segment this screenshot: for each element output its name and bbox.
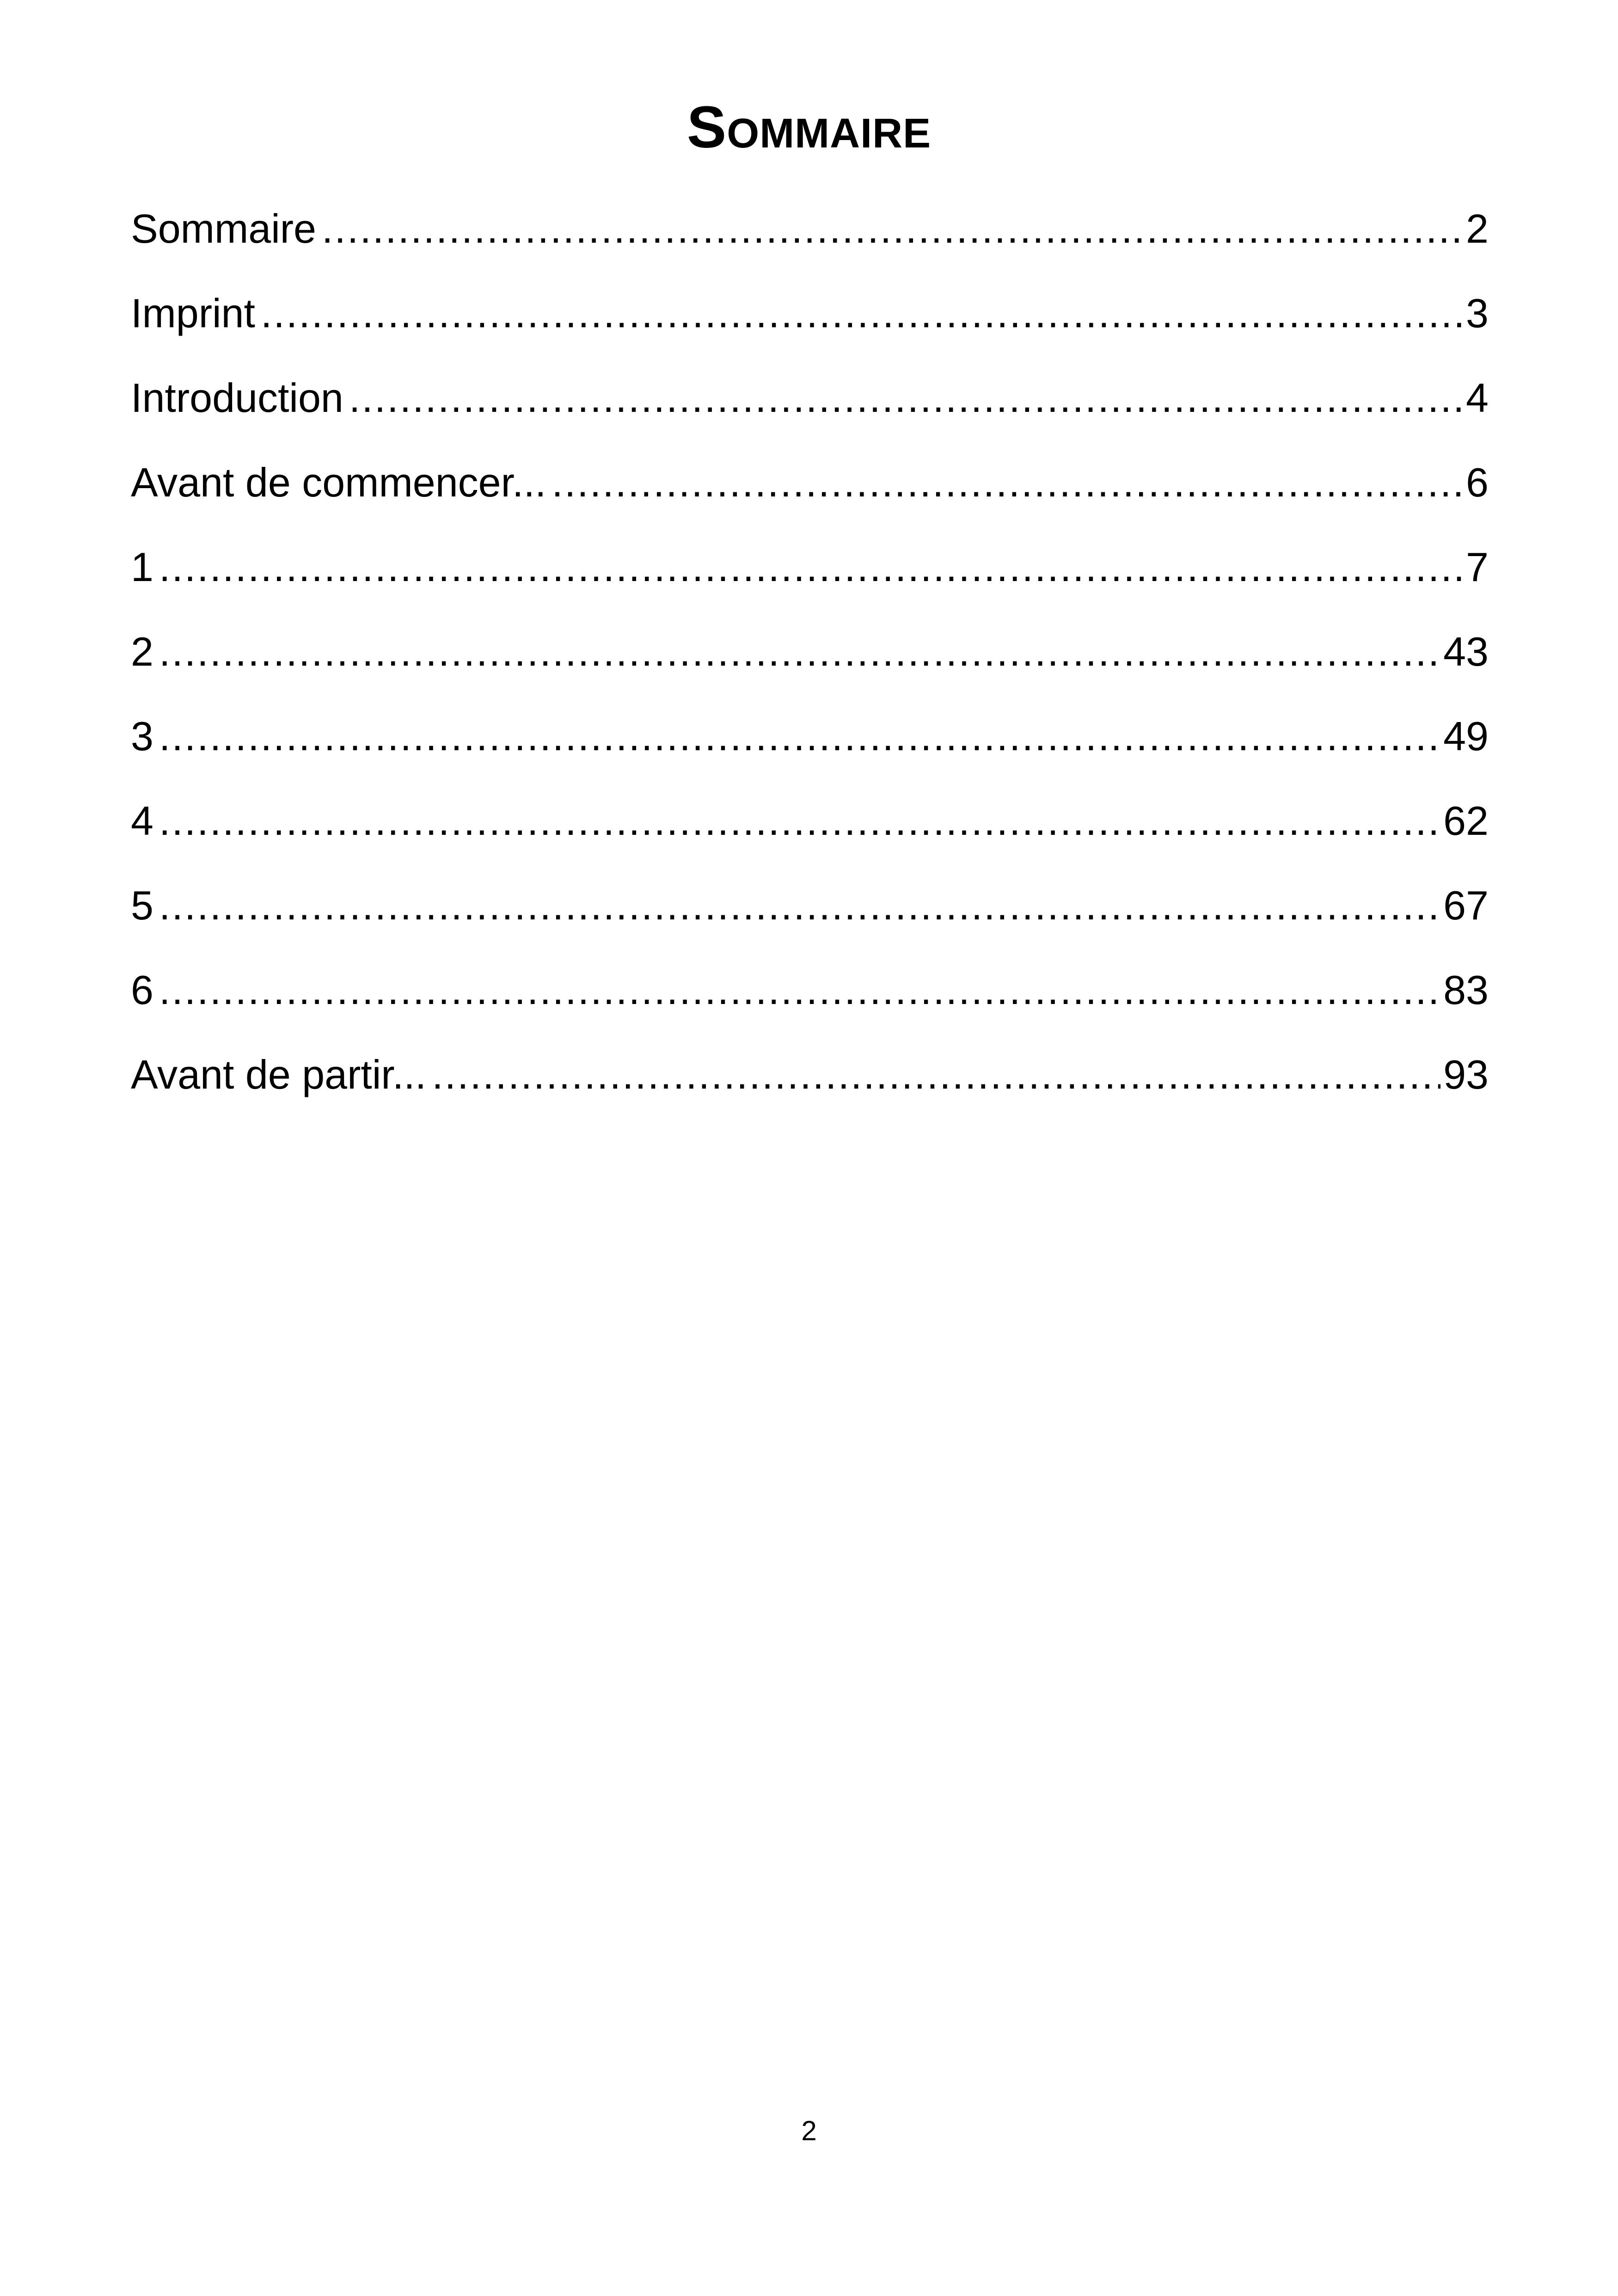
toc-entry-avant-de-commencer[interactable]	[131, 455, 1489, 539]
toc-entry-chapter-5[interactable]	[131, 878, 1489, 962]
toc-entry-label: 1	[131, 544, 153, 590]
toc-dot-leader	[552, 455, 1463, 510]
toc-entry-label: 6	[131, 967, 153, 1013]
toc-entry-label: 4	[131, 798, 153, 844]
toc-entry-page: 62	[1443, 798, 1489, 844]
toc-entry-page: 4	[1466, 375, 1489, 421]
toc-dot-leader	[159, 878, 1440, 933]
toc-entry-imprint[interactable]	[131, 286, 1489, 370]
toc-dot-leader	[159, 962, 1440, 1018]
toc-entry-label: Imprint	[131, 290, 255, 336]
toc-entry-label: Avant de commencer...	[131, 459, 546, 505]
toc-entry-chapter-6[interactable]	[131, 962, 1489, 1047]
page-title: Sommaire	[686, 94, 932, 160]
toc-dot-leader	[432, 1047, 1440, 1102]
toc-entry-page: 67	[1443, 882, 1489, 928]
table-of-contents	[131, 201, 1489, 1132]
toc-entry-page: 93	[1443, 1052, 1489, 1097]
toc-dot-leader	[261, 286, 1463, 341]
toc-dot-leader	[159, 709, 1440, 764]
toc-entry-avant-de-partir[interactable]	[131, 1047, 1489, 1132]
page-number: 2	[801, 2115, 817, 2146]
toc-dot-leader	[322, 201, 1463, 257]
toc-dot-leader	[349, 370, 1463, 426]
toc-entry-page: 83	[1443, 967, 1489, 1013]
toc-dot-leader	[159, 539, 1463, 595]
toc-dot-leader	[159, 793, 1440, 849]
toc-entry-chapter-4[interactable]	[131, 793, 1489, 878]
toc-entry-label: 2	[131, 629, 153, 674]
toc-dot-leader	[159, 624, 1440, 680]
toc-entry-page: 7	[1466, 544, 1489, 590]
toc-entry-label: 5	[131, 882, 153, 928]
toc-entry-chapter-3[interactable]	[131, 709, 1489, 793]
toc-entry-page: 49	[1443, 713, 1489, 759]
toc-entry-page: 2	[1466, 206, 1489, 251]
toc-entry-chapter-1[interactable]	[131, 539, 1489, 624]
toc-entry-chapter-2[interactable]	[131, 624, 1489, 709]
toc-entry-page: 3	[1466, 290, 1489, 336]
toc-entry-label: Avant de partir...	[131, 1052, 427, 1097]
toc-entry-label: Introduction	[131, 375, 343, 421]
toc-entry-sommaire[interactable]	[131, 201, 1489, 286]
toc-entry-label: Sommaire	[131, 206, 316, 251]
toc-entry-introduction[interactable]	[131, 370, 1489, 455]
toc-entry-label: 3	[131, 713, 153, 759]
toc-entry-page: 43	[1443, 629, 1489, 674]
toc-entry-page: 6	[1466, 459, 1489, 505]
